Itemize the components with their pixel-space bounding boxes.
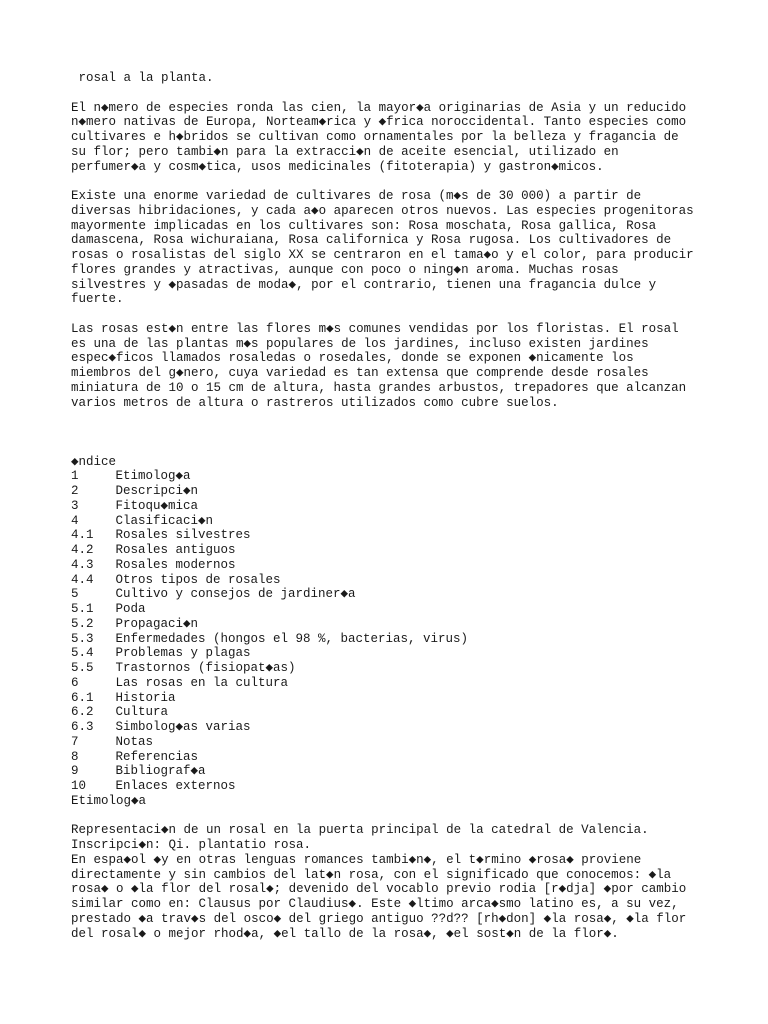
toc-item-number: 4.3: [71, 557, 94, 572]
toc-item: [71, 632, 761, 647]
etymology-section: [71, 823, 761, 941]
toc-item: [71, 558, 761, 573]
toc-item: [71, 469, 761, 484]
toc-item: [71, 691, 761, 706]
text-line: Las rosas est◆n entre las flores m◆s comunes vendidas por los floristas. El rosal: [71, 321, 679, 336]
toc-item-number: 4.4: [71, 572, 94, 587]
text-line: n◆mero nativas de Europa, Norteam◆rica y ◆frica noroccidental. Tanto especies como: [71, 115, 687, 130]
spacer: [71, 425, 761, 455]
text-line: El n◆mero de especies ronda las cien, la mayor◆a originarias de Asia y un reducido: [71, 100, 687, 115]
toc-item-label: Historia: [115, 690, 176, 705]
toc-item-number: 7: [71, 734, 79, 749]
toc-item-label: Cultivo y consejos de jardiner◆a: [115, 587, 356, 602]
toc-item: [71, 750, 761, 765]
text-line: cultivares e h◆bridos se cultivan como ornamentales por la belleza y fragancia de: [71, 130, 679, 144]
toc-item-label: Poda: [115, 602, 146, 616]
toc-item: [71, 587, 761, 602]
toc-item-number: 4: [71, 513, 79, 528]
toc-item-label: Otros tipos de rosales: [115, 572, 281, 587]
paragraph-species: [71, 101, 761, 175]
text-line: similar como en: Clausus por Claudius◆. Este ◆ltimo arca◆smo latino es, a su vez,: [71, 897, 679, 911]
toc-item: [71, 602, 761, 617]
text-line: En espa◆ol ◆y en otras lenguas romances tambi◆n◆, el t◆rmino ◆rosa◆ proviene: [71, 852, 642, 867]
toc-item-number: 5.3: [71, 631, 94, 646]
toc-item-number: 6.3: [71, 720, 94, 734]
table-of-contents: [71, 469, 761, 794]
toc-item-number: 1: [71, 469, 79, 484]
toc-item: [71, 617, 761, 632]
toc-item: [71, 573, 761, 588]
paragraph-popularity: [71, 322, 761, 411]
toc-item-label: Rosales silvestres: [115, 528, 251, 543]
text-line: varios metros de altura o rastreros utilizados como cubre suelos.: [71, 395, 559, 410]
toc-item-label: Rosales antiguos: [115, 543, 236, 557]
text-line: directamente y sin cambios del lat◆n rosa, con el significado que conocemos: ◆la: [71, 867, 672, 882]
text-line: perfumer◆a y cosm◆tica, usos medicinales (fitoterapia) y gastron◆micos.: [71, 159, 604, 174]
text-line: Inscripci◆n: Qi. plantatio rosa.: [71, 838, 312, 852]
toc-item-number: 5.5: [71, 661, 94, 675]
toc-item: [71, 720, 761, 735]
toc-item-label: Enlaces externos: [115, 779, 236, 793]
text-line: rosas o rosalistas del siglo XX se centraron en el tama◆o y el color, para producir: [71, 248, 694, 262]
text-line: es una de las plantas m◆s populares de los jardines, incluso existen jardines: [71, 336, 649, 351]
toc-item-label: Etimolog◆a: [115, 469, 191, 484]
text-line: rosa◆ o ◆la flor del rosal◆; devenido del vocablo previo rodia [r◆dja] ◆por cambio: [71, 882, 687, 897]
toc-item-number: 5.1: [71, 602, 94, 616]
toc-item-label: Enfermedades (hongos el 98 %, bacterias, virus): [115, 631, 469, 646]
toc-item: [71, 514, 761, 529]
toc-item-label: Fitoqu◆mica: [115, 498, 199, 513]
toc-item: [71, 484, 761, 499]
document-body: [71, 71, 761, 941]
toc-item-number: 8: [71, 749, 79, 764]
toc-item-number: 4.2: [71, 543, 94, 557]
toc-item: [71, 764, 761, 779]
toc-item-number: 6.1: [71, 690, 94, 705]
text-line: fuerte.: [71, 292, 124, 307]
toc-item-number: 5: [71, 587, 79, 602]
toc-item-label: Notas: [115, 734, 154, 749]
toc-item: [71, 661, 761, 676]
toc-item-label: Problemas y plagas: [115, 646, 251, 661]
toc-item-number: 2: [71, 484, 79, 498]
toc-item-number: 5.4: [71, 646, 94, 661]
text-line: diversas hibridaciones, y cada a◆o aparecen otros nuevos. Las especies progenitoras: [71, 203, 694, 218]
paragraph-cultivars: [71, 189, 761, 307]
toc-item-label: Trastornos (fisiopat◆as): [115, 661, 296, 675]
toc-item-number: 6: [71, 675, 79, 690]
toc-item-number: 6.2: [71, 705, 94, 720]
toc-item: [71, 646, 761, 661]
text-line: mayormente implicadas en los cultivares son: Rosa moschata, Rosa gallica, Rosa: [71, 218, 657, 233]
toc-item-number: 5.2: [71, 616, 94, 631]
text-line: flores grandes y atractivas, aunque con poco o ning◆n aroma. Muchas rosas: [71, 262, 619, 277]
toc-item-label: Bibliograf◆a: [115, 764, 206, 779]
toc-item: [71, 705, 761, 720]
text-line: silvestres y ◆pasadas de moda◆, por el contrario, tienen una fragancia dulce y: [71, 277, 657, 292]
toc-item-label: Propagaci◆n: [115, 616, 199, 631]
text-line: miembros del g◆nero, cuya variedad es tan extensa que comprende desde rosales: [71, 366, 649, 380]
toc-item-label: Descripci◆n: [115, 484, 199, 498]
toc-item-label: Clasificaci◆n: [115, 513, 214, 528]
intro-fragment: rosal a la planta.: [71, 71, 214, 85]
text-line: Existe una enorme variedad de cultivares de rosa (m◆s de 30 000) a partir de: [71, 189, 642, 203]
toc-item-number: 4.1: [71, 528, 94, 543]
text-line: del rosal◆ o mejor rhod◆a, ◆el tallo de la rosa◆, ◆el sost◆n de la flor◆.: [71, 926, 619, 941]
text-line: prestado ◆a trav◆s del osco◆ del griego antiguo ??d?? [rh◆don] ◆la rosa◆, ◆la flor: [71, 911, 687, 926]
toc-item-label: Rosales modernos: [115, 557, 236, 572]
toc-item-label: Las rosas en la cultura: [115, 675, 289, 690]
section-title-etimologia: Etimolog◆a: [71, 793, 147, 808]
toc-item: [71, 499, 761, 514]
toc-item-label: Referencias: [115, 749, 199, 764]
toc-item: [71, 779, 761, 794]
toc-item: [71, 676, 761, 691]
toc-item-number: 3: [71, 498, 79, 513]
toc-item: [71, 735, 761, 750]
text-line: miniatura de 10 o 15 cm de altura, hasta grandes arbustos, trepadores que alcanzan: [71, 380, 687, 395]
toc-item: [71, 528, 761, 543]
text-line: damascena, Rosa wichuraiana, Rosa californica y Rosa rugosa. Los cultivadores de: [71, 233, 672, 248]
toc-item: [71, 543, 761, 558]
toc-item-number: 10: [71, 779, 87, 793]
toc-item-label: Cultura: [115, 705, 169, 720]
toc-item-label: Simbolog◆as varias: [115, 720, 251, 734]
toc-item-number: 9: [71, 764, 79, 779]
text-line: espec◆ficos llamados rosaledas o rosedales, donde se exponen ◆nicamente los: [71, 351, 634, 366]
text-line: Representaci◆n de un rosal en la puerta principal de la catedral de Valencia.: [71, 823, 649, 838]
spacer: [71, 809, 761, 824]
toc-heading: ◆ndice: [71, 454, 117, 469]
text-line: su flor; pero tambi◆n para la extracci◆n de aceite esencial, utilizado en: [71, 144, 619, 159]
